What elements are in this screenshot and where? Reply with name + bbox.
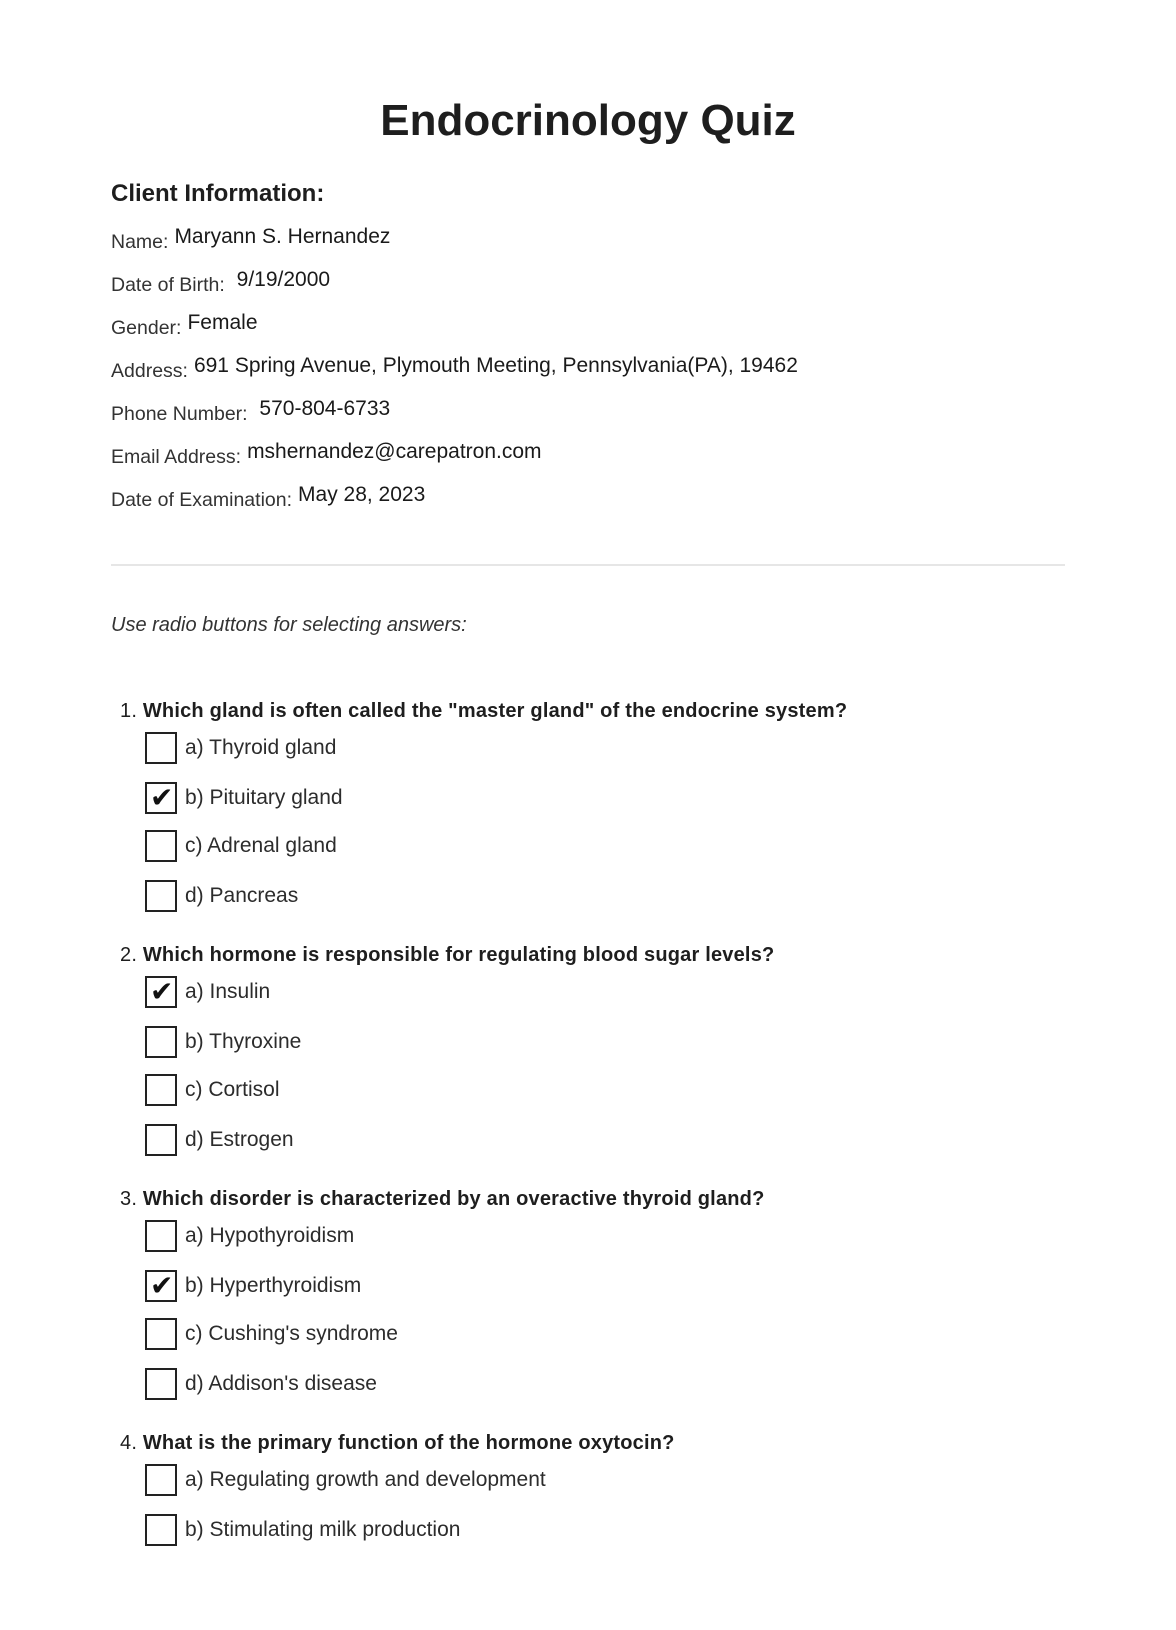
divider bbox=[111, 564, 1065, 566]
question-2 bbox=[120, 944, 774, 967]
checkbox[interactable] bbox=[145, 1368, 177, 1400]
info-phone bbox=[111, 397, 391, 426]
option-label: b) Stimulating milk production bbox=[185, 1518, 461, 1541]
option-label: d) Estrogen bbox=[185, 1128, 294, 1151]
answer-option[interactable] bbox=[145, 1024, 301, 1060]
checkbox[interactable] bbox=[145, 1514, 177, 1546]
field-label: Name: bbox=[111, 231, 169, 253]
question-text: Which gland is often called the "master gland" of the endocrine system? bbox=[142, 700, 848, 722]
info-address bbox=[111, 354, 798, 383]
answer-option[interactable] bbox=[145, 1072, 280, 1108]
field-value: 570-804-6733 bbox=[253, 397, 391, 420]
option-label: d) Pancreas bbox=[185, 884, 299, 907]
answer-option[interactable] bbox=[145, 1316, 398, 1352]
field-value: mshernandez@carepatron.com bbox=[247, 440, 542, 463]
answer-option[interactable] bbox=[145, 1512, 460, 1548]
option-label: a) Hypothyroidism bbox=[185, 1224, 355, 1247]
answer-option[interactable] bbox=[145, 730, 336, 766]
question-number: 2. bbox=[120, 944, 138, 966]
checkbox[interactable] bbox=[145, 1026, 177, 1058]
field-label: Address: bbox=[111, 360, 188, 382]
option-label: b) Hyperthyroidism bbox=[185, 1274, 362, 1297]
answer-option[interactable] bbox=[145, 1366, 377, 1402]
option-label: a) Insulin bbox=[185, 980, 271, 1003]
question-text: Which hormone is responsible for regulating blood sugar levels? bbox=[142, 944, 775, 966]
option-label: b) Thyroxine bbox=[185, 1030, 302, 1053]
page-title: Endocrinology Quiz bbox=[380, 96, 796, 145]
checkmark-icon: ✔ bbox=[150, 976, 174, 1007]
field-value: Female bbox=[187, 311, 258, 334]
answer-option[interactable] bbox=[145, 1462, 546, 1498]
option-label: c) Adrenal gland bbox=[185, 834, 337, 857]
answer-option[interactable] bbox=[145, 1122, 294, 1158]
checkmark-icon: ✔ bbox=[150, 782, 174, 813]
field-value: 9/19/2000 bbox=[230, 268, 331, 291]
option-label: a) Thyroid gland bbox=[185, 736, 337, 759]
checkbox[interactable] bbox=[145, 1074, 177, 1106]
field-label: Date of Examination: bbox=[111, 489, 293, 511]
field-label: Gender: bbox=[111, 317, 182, 339]
checkbox[interactable] bbox=[145, 1464, 177, 1496]
checkbox-checked[interactable] bbox=[145, 976, 177, 1008]
checkbox[interactable] bbox=[145, 880, 177, 912]
instructions: Use radio buttons for selecting answers: bbox=[111, 614, 467, 636]
question-number: 1. bbox=[120, 700, 138, 722]
question-number: 4. bbox=[120, 1432, 138, 1454]
option-label: c) Cortisol bbox=[185, 1078, 280, 1101]
answer-option[interactable] bbox=[145, 780, 343, 816]
field-label: Date of Birth: bbox=[111, 274, 225, 296]
question-3 bbox=[120, 1188, 765, 1211]
option-label: c) Cushing's syndrome bbox=[185, 1322, 398, 1345]
checkbox-checked[interactable] bbox=[145, 782, 177, 814]
answer-option[interactable] bbox=[145, 974, 270, 1010]
info-exam-date bbox=[111, 483, 426, 512]
client-info-heading: Client Information: bbox=[111, 180, 325, 207]
answer-option[interactable] bbox=[145, 1268, 361, 1304]
answer-option[interactable] bbox=[145, 828, 337, 864]
checkbox[interactable] bbox=[145, 830, 177, 862]
question-number: 3. bbox=[120, 1188, 138, 1210]
option-label: b) Pituitary gland bbox=[185, 786, 343, 809]
option-label: a) Regulating growth and development bbox=[185, 1468, 546, 1491]
checkmark-icon: ✔ bbox=[150, 1270, 174, 1301]
info-name bbox=[111, 225, 391, 254]
info-email bbox=[111, 440, 542, 469]
field-value: Maryann S. Hernandez bbox=[174, 225, 391, 248]
question-1 bbox=[120, 700, 847, 723]
option-label: d) Addison's disease bbox=[185, 1372, 377, 1395]
field-value: May 28, 2023 bbox=[298, 483, 426, 506]
question-text: What is the primary function of the hormone oxytocin? bbox=[142, 1432, 675, 1454]
info-gender bbox=[111, 311, 258, 340]
answer-option[interactable] bbox=[145, 1218, 354, 1254]
field-label: Email Address: bbox=[111, 446, 242, 468]
checkbox[interactable] bbox=[145, 1318, 177, 1350]
checkbox-checked[interactable] bbox=[145, 1270, 177, 1302]
info-dob bbox=[111, 268, 331, 297]
answer-option[interactable] bbox=[145, 878, 298, 914]
field-label: Phone Number: bbox=[111, 403, 248, 425]
field-value: 691 Spring Avenue, Plymouth Meeting, Pennsylvania(PA), 19462 bbox=[193, 354, 798, 377]
question-text: Which disorder is characterized by an overactive thyroid gland? bbox=[142, 1188, 765, 1210]
checkbox[interactable] bbox=[145, 1124, 177, 1156]
checkbox[interactable] bbox=[145, 1220, 177, 1252]
checkbox[interactable] bbox=[145, 732, 177, 764]
question-4 bbox=[120, 1432, 675, 1455]
